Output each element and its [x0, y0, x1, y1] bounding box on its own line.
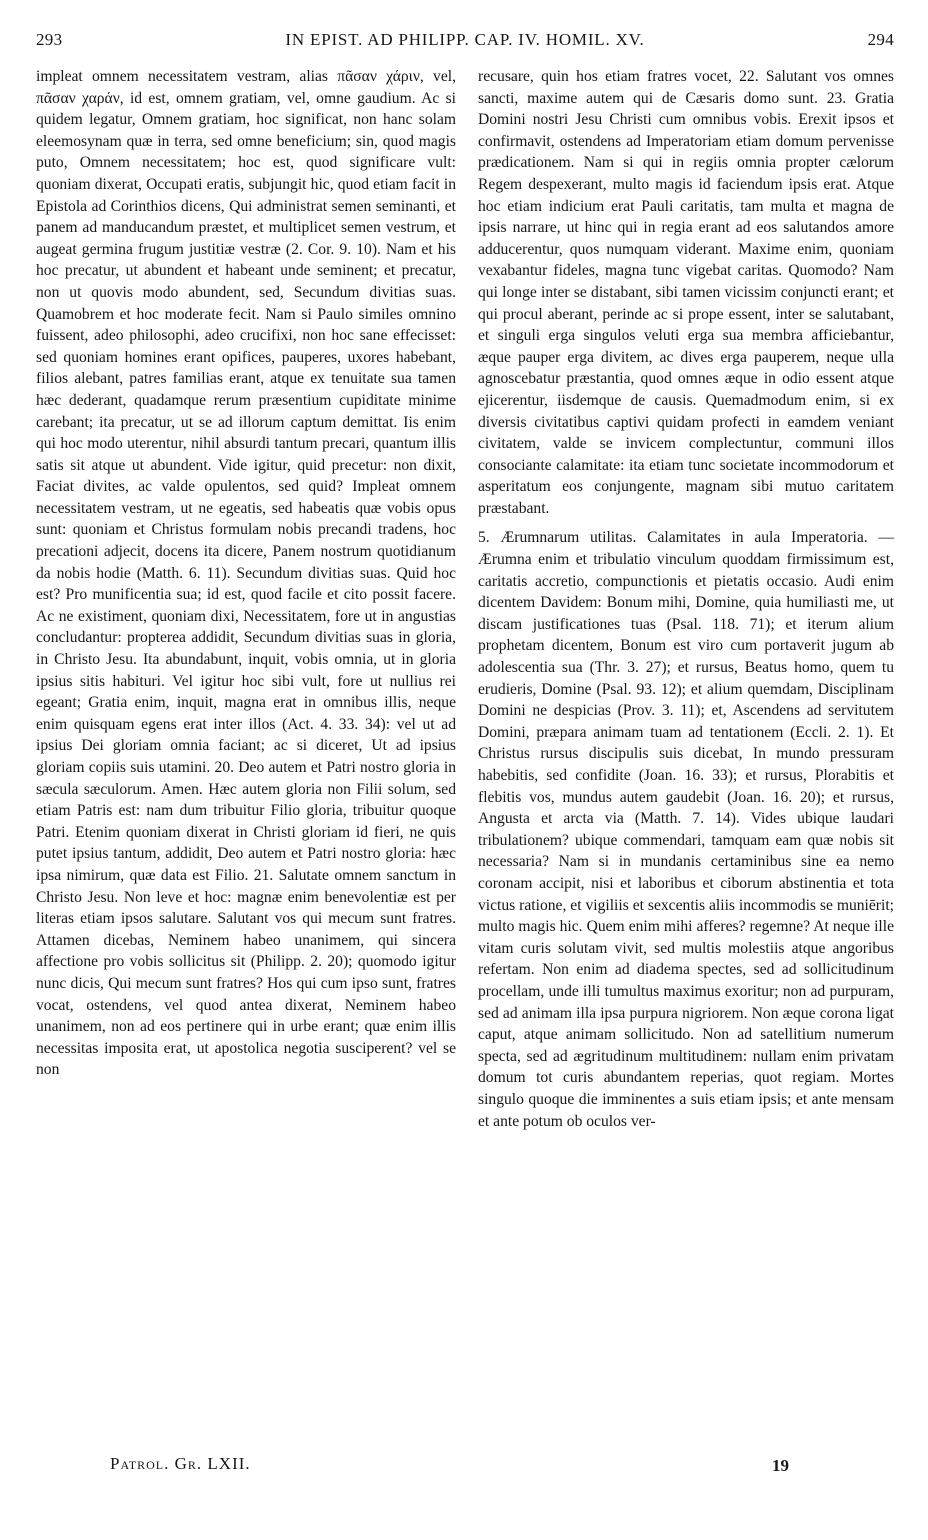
footer-sheet-number: 19 [772, 1456, 789, 1475]
left-column [36, 66, 456, 1081]
right-column-section-paragraph: 5. Ærumnarum utilitas. Calamitates in aula Imperatoria. — Ærumna enim et tribulatio vinculum quoddam firmissimum est, caritatis accretio, compunctionis et pietatis occasio. Audi enim dicentem Davidem: Bonum mihi, Domine, quia humiliasti me, ut discam justificationes tuas (Psal. 118. 71); et iterum alium prophetam dicentem, Bonum est viro cum portaverit jugum ab adolescentia sua (Thr. 3. 27); et rursus, Beatus homo, quem tu erudieris, Domine (Psal. 93. 12); et alium quemdam, Disciplinam Domini ne despicias (Prov. 3. 11); et, Ascendens ad servitutem Domini, præpara animam tuam ad tentationem (Eccli. 2. 1). Et Christus rursus discipulis suis dicebat, In mundo pressuram habebitis, sed confidite (Joan. 16. 33); et rursus, Plorabitis et flebitis vos, mundus autem gaudebit (Joan. 16. 20); et rursus, Angusta et arcta via (Matth. 7. 14). Vides ubique laudari tribulationem? ubique commendari, tamquam eam quæ nobis sit necessaria? Nam si in mundanis certaminibus sine ea nemo coronam accipit, nisi et laboribus et ciborum abstinentia et tota victus ratione, et vigiliis et sexcentis aliis incommodis se muniērit; multo magis hic. Quem enim mihi afferes? regemne? At neque ille vitam curis solutam vivit, sed multis molestiis atque angoribus refertam. Non enim ad diadema spectes, sed ad sollicitudinum procellam, unde illi tumultus maximus exoritur; non ad purpuram, sed ad animam illa ipsa purpura nigriorem. Non æque corona ligat caput, atque animam sollicitudo. Non ad satellitium numerum specta, sed ad ægritudinum multitudinem: nullam enim privatam domum tot curis abundantem reperias, quot regiam. Mortes singulo quoque die imminentes a suis etiam ipsis; et ante mensam et ante potum ob oculos ver- [478, 529, 894, 1130]
running-header [36, 30, 894, 56]
page-number-right: 294 [867, 30, 894, 49]
running-title: IN EPIST. AD PHILIPP. CAP. IV. HOMIL. XV. [285, 30, 645, 49]
footer-signature: Patrol. Gr. LXII. [110, 1454, 251, 1473]
left-column-text: impleat omnem necessitatem vestram, alias πᾶσαν χάριν, vel, πᾶσαν χαράν, id est, omnem gratiam, vel, omne gaudium. Ac si quidem legatur, Omnem gratiam, hoc significat, non hanc solam eleemosynam quæ in terra, sed omne beneficium; sin, quod magis puto, Omnem necessitatem; hoc est, quod significare vult: quoniam dixerat, Occupati eratis, subjungit hic, quod etiam facit in Epistola ad Corinthios dicens, Qui administrat semen seminanti, et panem ad manducandum præstet, et multiplicet semen vestrum, et augeat germina frugum justitiæ vestræ (2. Cor. 9. 10). Nam et his hoc precatur, ut abundent et habeant unde seminent; et precatur, non ut quovis modo abundent, sed, Secundum divitias suas. Quamobrem et hoc moderate fecit. Nam si Paulo similes omnino fuissent, adeo philosophi, adeo crucifixi, non hoc sane effecisset: sed quoniam homines erant opifices, pauperes, uxores habebant, filios alebant, patres familias erant, atque ex tenuitate sua tamen hæc dederant, quadamque rerum præsentium cupiditate minime carebant; ita precatur, ut se ad illorum captum demittat. Iis enim qui hoc modo uterentur, nihil absurdi tantum precari, quantum illis satis sit atque ut abundent. Vide igitur, quid precetur: non dixit, Faciat divites, ac valde opulentos, sed quid? Impleat omnem necessitatem vestram, ut ne egeatis, sed habeatis quæ vobis opus sunt: quoniam et Christus formulam nobis precandi tradens, hoc precationi adjecit, docens ita dicere, Panem nostrum quotidianum da nobis hodie (Matth. 6. 11). Secundum divitias suas. Quid hoc est? Pro munificentia sua; id est, quod facile et cito possit facere. Ac ne existiment, quoniam dixi, Necessitatem, fore ut in angustias concludantur: propterea addidit, Secundum divitias suas in gloria, in Christo Jesu. Ita abundabunt, inquit, vobis omnia, ut in gloria ipsius sitis habituri. Vel igitur hoc sibi vult, fore ut nullius rei egeant; Gratia enim, inquit, magna erat in omnibus illis, neque enim quisquam egens erat inter illos (Act. 4. 33. 34): vel ut ad ipsius Dei gloriam omnia faciant; ac si diceret, Ut ad ipsius gloriam copiis suis utamini. 20. Deo autem et Patri nostro gloria in sæcula sæculorum. Amen. Hæc autem gloria non Filii solum, sed etiam Patris est: nam dum tribuitur Filio gloria, tribuitur quoque Patri. Etenim quoniam dixerat in Christi gloriam id fieri, ne quis putet ipsius tantum, addidit, Deo autem et Patri nostro gloria: hæc ipsa nimirum, quæ data est Filio. 21. Salutate omnem sanctum in Christo Jesu. Non leve et hoc: magnæ enim benevolentiæ est per literas etiam ipsos salutare. Salutant vos qui mecum sunt fratres. Attamen dicebas, Neminem habeo unanimem, qui sincera affectione pro vobis sollicitus sit (Philipp. 2. 20); quomodo igitur nunc dicis, Qui mecum sunt fratres? Hos qui cum ipso sunt, fratres vocat, ostendens, vel quod antea dixerat, Neminem habeo unanimem, non ad eos pertinere qui in urbe erant; quæ enim illis necessitas imposita erat, ut apostolica negotia susciperent? vel se non [36, 68, 456, 1079]
page-number-left: 293 [36, 30, 63, 49]
right-column [478, 66, 894, 1132]
right-column-paragraph: recusare, quin hos etiam fratres vocet, 22. Salutant vos omnes sancti, maxime autem qui de Cæsaris domo sunt. 23. Gratia Domini nostri Jesu Christi cum omnibus vobis. Erexit ipsos et confirmavit, ostendens ad Imperatoriam etiam domum pervenisse prædicationem. Nam si qui in regiis omnia propter cælorum Regem despexerant, multo magis id faciendum ipsis erat. Atque hoc etiam indicium erat Pauli caritatis, tam multa et magna de ipsis narrare, ut hinc qui in regia erant ad eos salutandos amore adducerentur, quos numquam viderant. Maxime enim, quoniam vexabantur fideles, magna tunc vigebat caritas. Quomodo? Nam qui longe inter se distabant, sibi tamen vicissim conjuncti erant; et qui procul aberant, perinde ac si prope essent, inter se salutabant, et singuli erga singulos veluti erga sua membra afficiebantur, æque pauper erga divitem, ac dives erga pauperem, neque ulla agnoscebatur præstantia, quod omnes æque in odio essent atque ejicerentur, iisdemque de causis. Quemadmodum enim, si ex diversis civitatibus captivi quidam profecti in eamdem veniant civitatem, valde se invicem complectuntur, communi illos consociante calamitate: ita etiam tunc societate incommodorum et asperitatum eos conjungente, magnam sibi mutuo caritatem præstabant. [478, 68, 894, 517]
